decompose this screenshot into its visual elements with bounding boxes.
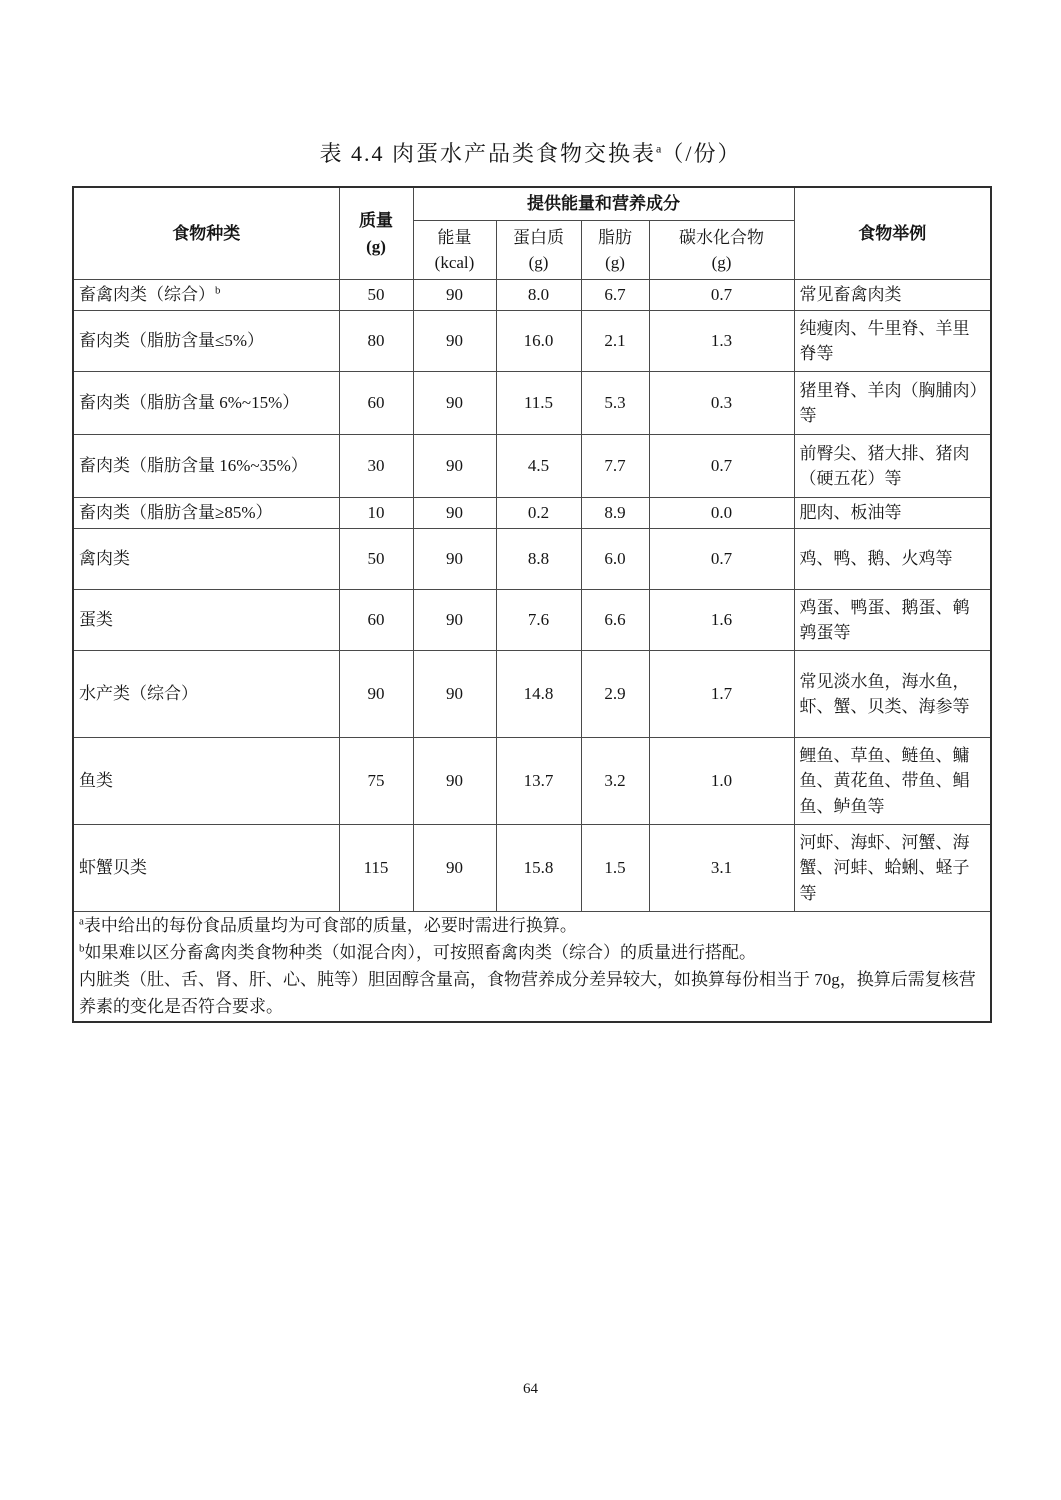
mass-cell: 50: [339, 529, 413, 590]
header-examples: 食物举例: [794, 187, 991, 280]
fat-cell: 7.7: [581, 435, 649, 498]
header-carbohydrate: [649, 221, 794, 280]
header-mass-unit: (g): [366, 236, 386, 256]
food-type-cell: [73, 311, 339, 372]
fat-cell: 6.6: [581, 590, 649, 651]
mass-cell: 90: [339, 651, 413, 738]
header-mass-label: 质量: [359, 211, 393, 230]
header-fat: [581, 221, 649, 280]
table-row: [73, 280, 991, 311]
footnote-b: [79, 940, 985, 967]
title-footnote-mark: a: [656, 141, 662, 156]
mass-cell: 60: [339, 590, 413, 651]
header-energy: [413, 221, 496, 280]
carbohydrate-cell: 0.7: [649, 435, 794, 498]
food-type-text: 禽肉类: [79, 549, 130, 569]
header-row-group: [73, 187, 991, 221]
carbohydrate-cell: 1.0: [649, 738, 794, 825]
table-row: [73, 435, 991, 498]
examples-cell: 鲤鱼、草鱼、鲢鱼、鳙鱼、黄花鱼、带鱼、鲳鱼、鲈鱼等: [794, 738, 991, 825]
mass-cell: 10: [339, 498, 413, 529]
food-type-cell: [73, 280, 339, 311]
food-type-cell: [73, 590, 339, 651]
mass-cell: 50: [339, 280, 413, 311]
examples-cell: 鸡、鸭、鹅、火鸡等: [794, 529, 991, 590]
table-title-suffix: （/份）: [661, 141, 742, 166]
energy-cell: 90: [413, 651, 496, 738]
energy-cell: 90: [413, 590, 496, 651]
food-exchange-table-container: [72, 186, 990, 1023]
protein-cell: 16.0: [496, 311, 581, 372]
table-row: [73, 651, 991, 738]
header-energy-label: 能量: [437, 227, 472, 247]
food-type-text: 畜肉类（脂肪含量 6%~15%）: [79, 393, 300, 413]
header-carbohydrate-label: 碳水化合物: [679, 227, 764, 247]
header-fat-unit: (g): [605, 253, 625, 272]
protein-cell: 8.8: [496, 529, 581, 590]
examples-cell: 鸡蛋、鸭蛋、鹅蛋、鹌鹑蛋等: [794, 590, 991, 651]
food-type-cell: [73, 529, 339, 590]
food-type-text: 畜肉类（脂肪含量 16%~35%）: [79, 456, 308, 476]
examples-cell: 纯瘦肉、牛里脊、羊里脊等: [794, 311, 991, 372]
food-type-text: 畜肉类（脂肪含量≥85%）: [79, 503, 273, 523]
energy-cell: 90: [413, 311, 496, 372]
table-row: [73, 311, 991, 372]
header-protein: [496, 221, 581, 280]
carbohydrate-cell: 3.1: [649, 825, 794, 912]
mass-cell: 80: [339, 311, 413, 372]
food-type-cell: [73, 372, 339, 435]
protein-cell: 15.8: [496, 825, 581, 912]
mass-cell: 115: [339, 825, 413, 912]
carbohydrate-cell: 1.3: [649, 311, 794, 372]
footnote-a-text: 表中给出的每份食品质量均为可食部的质量，必要时需进行换算。: [83, 916, 577, 935]
fat-cell: 2.9: [581, 651, 649, 738]
header-fat-label: 脂肪: [598, 227, 632, 247]
food-type-text: 鱼类: [79, 771, 113, 791]
food-type-cell: [73, 738, 339, 825]
page-title: [0, 137, 1061, 168]
protein-cell: 7.6: [496, 590, 581, 651]
header-mass: [339, 187, 413, 280]
energy-cell: 90: [413, 372, 496, 435]
header-protein-label: 蛋白质: [513, 227, 564, 247]
food-type-cell: [73, 825, 339, 912]
footnotes-cell: [73, 912, 991, 1023]
protein-cell: 8.0: [496, 280, 581, 311]
table-row: [73, 825, 991, 912]
fat-cell: 2.1: [581, 311, 649, 372]
examples-cell: 河虾、海虾、河蟹、海蟹、河蚌、蛤蜊、蛏子等: [794, 825, 991, 912]
carbohydrate-cell: 1.6: [649, 590, 794, 651]
protein-cell: 4.5: [496, 435, 581, 498]
table-title-text: 表 4.4 肉蛋水产品类食物交换表: [319, 141, 657, 166]
protein-cell: 11.5: [496, 372, 581, 435]
mass-cell: 75: [339, 738, 413, 825]
examples-cell: 常见畜禽肉类: [794, 280, 991, 311]
examples-cell: 前臀尖、猪大排、猪肉（硬五花）等: [794, 435, 991, 498]
protein-cell: 0.2: [496, 498, 581, 529]
food-type-text: 畜禽肉类（综合）: [79, 285, 215, 305]
footnote-a-mark: a: [79, 915, 84, 928]
protein-cell: 14.8: [496, 651, 581, 738]
carbohydrate-cell: 0.3: [649, 372, 794, 435]
header-energy-unit: (kcal): [434, 253, 475, 272]
energy-cell: 90: [413, 529, 496, 590]
fat-cell: 3.2: [581, 738, 649, 825]
row-footnote-mark: b: [215, 284, 221, 297]
page-number: 64: [523, 1381, 538, 1397]
food-type-text: 水产类（综合）: [79, 684, 198, 704]
fat-cell: 6.7: [581, 280, 649, 311]
fat-cell: 5.3: [581, 372, 649, 435]
footnotes-row: [73, 912, 991, 1023]
food-type-text: 虾蟹贝类: [79, 858, 147, 878]
food-type-cell: [73, 651, 339, 738]
examples-cell: 常见淡水鱼，海水鱼，虾、蟹、贝类、海参等: [794, 651, 991, 738]
footnote-b-mark: b: [79, 942, 85, 955]
table-row: [73, 498, 991, 529]
energy-cell: 90: [413, 825, 496, 912]
header-nutrients-group: 提供能量和营养成分: [413, 187, 794, 221]
fat-cell: 6.0: [581, 529, 649, 590]
food-type-cell: [73, 435, 339, 498]
carbohydrate-cell: 0.7: [649, 529, 794, 590]
energy-cell: 90: [413, 435, 496, 498]
energy-cell: 90: [413, 738, 496, 825]
energy-cell: 90: [413, 498, 496, 529]
footnote-b-continued: 内脏类（肚、舌、肾、肝、心、肫等）胆固醇含量高，食物营养成分差异较大，如换算每份相当于 70g，换算后需复核营养素的变化是否符合要求。: [79, 969, 976, 1016]
food-exchange-table: [72, 186, 992, 1023]
examples-cell: 肥肉、板油等: [794, 498, 991, 529]
carbohydrate-cell: 0.0: [649, 498, 794, 529]
food-type-cell: [73, 498, 339, 529]
mass-cell: 60: [339, 372, 413, 435]
footnote-a: [79, 913, 985, 940]
food-type-text: 蛋类: [79, 610, 113, 630]
table-row: [73, 590, 991, 651]
food-type-text: 畜肉类（脂肪含量≤5%）: [79, 331, 264, 351]
fat-cell: 8.9: [581, 498, 649, 529]
energy-cell: 90: [413, 280, 496, 311]
footnote-b-text: 如果难以区分畜禽肉类食物种类（如混合肉），可按照畜禽肉类（综合）的质量进行搭配。: [84, 942, 756, 962]
mass-cell: 30: [339, 435, 413, 498]
table-row: [73, 529, 991, 590]
fat-cell: 1.5: [581, 825, 649, 912]
header-carbohydrate-unit: (g): [711, 253, 732, 272]
protein-cell: 13.7: [496, 738, 581, 825]
table-row: [73, 372, 991, 435]
carbohydrate-cell: 0.7: [649, 280, 794, 311]
carbohydrate-cell: 1.7: [649, 651, 794, 738]
header-food-type: 食物种类: [73, 187, 339, 280]
table-row: [73, 738, 991, 825]
examples-cell: 猪里脊、羊肉（胸脯肉）等: [794, 372, 991, 435]
header-protein-unit: (g): [528, 253, 549, 272]
